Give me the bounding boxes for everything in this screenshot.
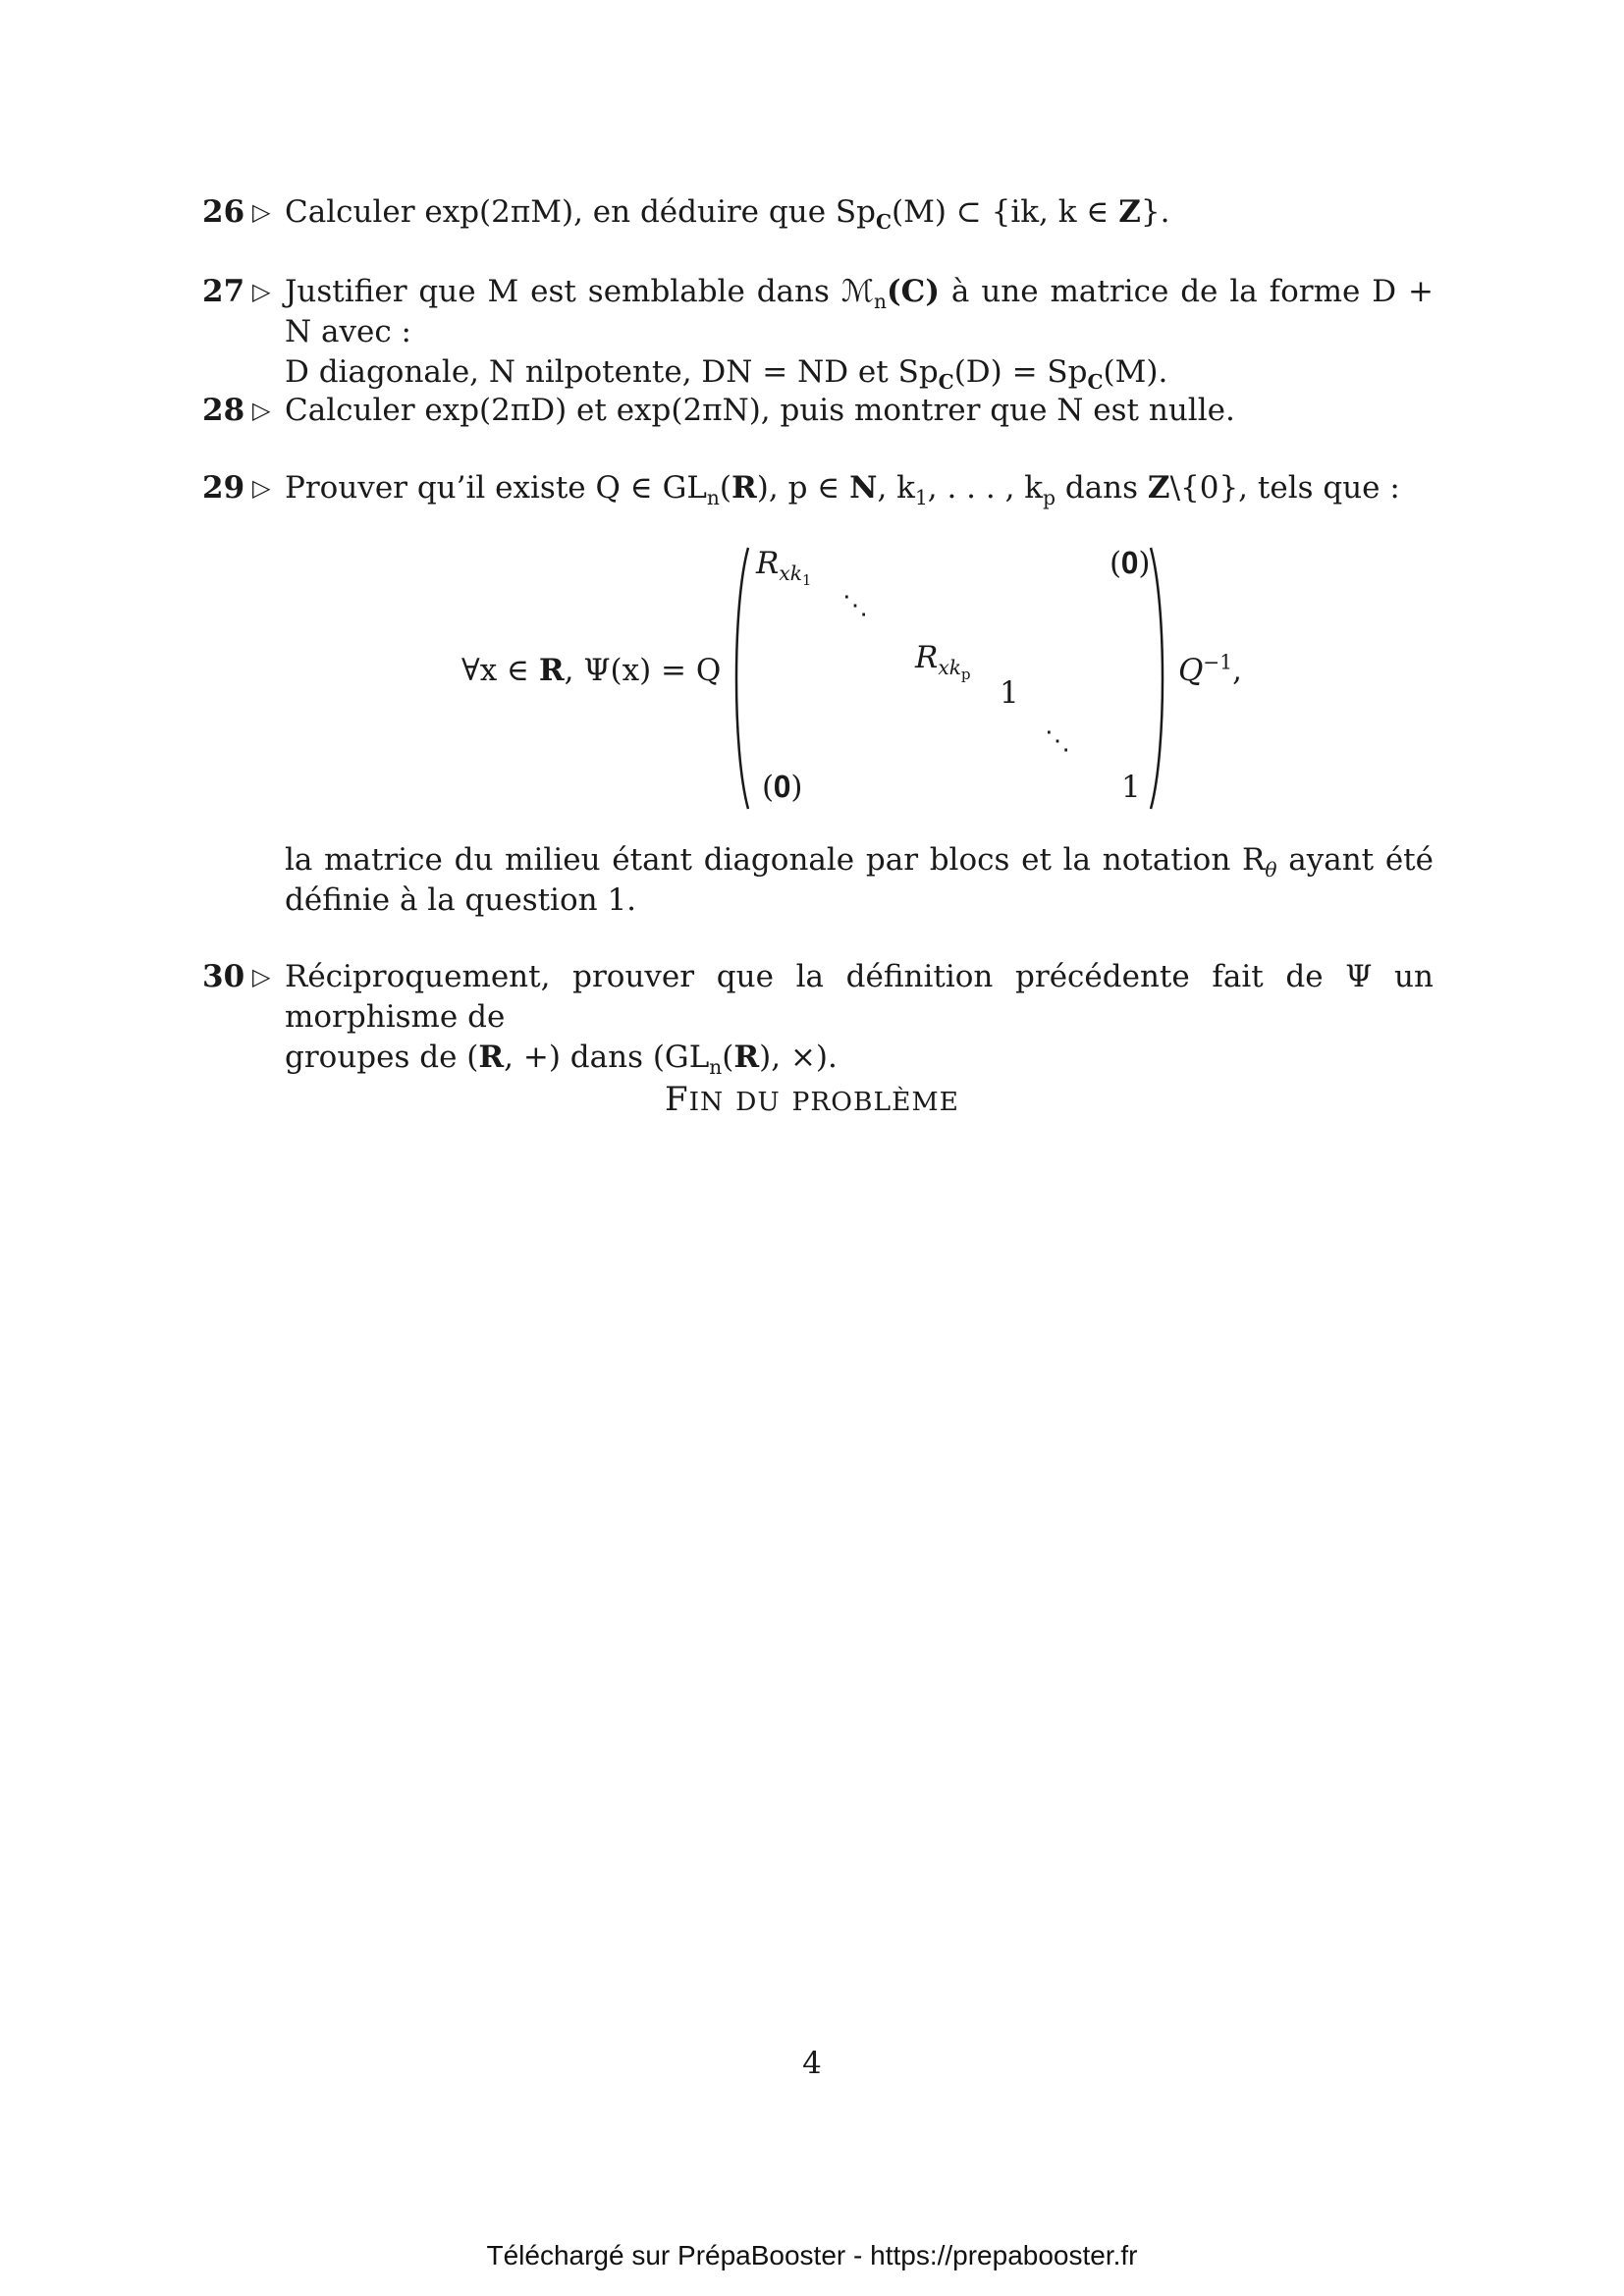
equation-rhs: $Q^{-1}$,: [1178, 650, 1242, 688]
matrix-entry-one: 1: [1121, 770, 1141, 805]
left-parenthesis-icon: [729, 546, 752, 811]
question-28: [202, 391, 1439, 431]
diagonal-dots-icon: ⋱: [1045, 726, 1070, 756]
question-text: Justifier que M est semblable dans ℳ$_n$(C) à une matrice de la forme D + N avec : D diagonale, N nilpotente, DN = ND et $Sp_C(D) = Sp_C(M)$.: [285, 274, 1435, 395]
question-number: 29: [202, 470, 245, 506]
download-footer: Téléchargé sur PrépaBooster - https://prepabooster.fr: [486, 2240, 1138, 2270]
question-number: 30: [202, 959, 245, 994]
matrix-entry-r-xkp: $R_{xk_p}$: [915, 640, 971, 684]
question-26: [202, 192, 1439, 233]
equation-lhs: ∀x ∈ R, Ψ(x) = Q: [461, 653, 722, 688]
matrix-equation: [461, 540, 1267, 815]
triangle-icon: ▷: [252, 963, 271, 990]
question-text: Réciproquement, prouver que la définition précédente fait de Ψ un morphisme de groupes de (R, +) dans ($GL_n(R)$, ×).: [285, 959, 1434, 1080]
page-number: 4: [802, 2046, 822, 2081]
question-number: 28: [202, 393, 245, 428]
question-30: [202, 957, 1439, 1078]
question-number: 26: [202, 194, 245, 230]
end-of-problem-heading: FIN DU PROBLÈME: [664, 1080, 959, 1119]
question-text: Calculer exp(2πM), en déduire que $Sp_C(M)$ ⊂ {ik, k ∈ Z}.: [285, 194, 1170, 235]
question-29-followup: la matrice du milieu étant diagonale par blocs et la notation $R_\theta$ ayant été définie à la question 1.: [285, 842, 1434, 918]
triangle-icon: ▷: [252, 198, 271, 226]
matrix-zero-block-top: (𝟎): [1110, 546, 1151, 581]
diagonal-dots-icon: ⋱: [842, 591, 868, 620]
question-number: 27: [202, 274, 245, 309]
question-text: Calculer exp(2πD) et exp(2πN), puis montrer que N est nulle.: [285, 393, 1235, 428]
matrix-zero-block-bottom: (𝟎): [762, 770, 803, 805]
triangle-icon: ▷: [252, 278, 271, 305]
matrix-entry-r-xk1: $R_{xk_1}$: [756, 546, 812, 590]
question-29: [202, 468, 1439, 508]
triangle-icon: ▷: [252, 397, 271, 424]
question-text: Prouver qu’il existe Q ∈ $GL_n(R)$, p ∈ N, $k_1$, . . . , $k_p$ dans Z\{0}, tels que :: [285, 470, 1400, 510]
matrix-entry-one: 1: [1000, 675, 1019, 711]
right-parenthesis-icon: [1147, 546, 1170, 811]
triangle-icon: ▷: [252, 474, 271, 502]
question-27: [202, 272, 1439, 393]
